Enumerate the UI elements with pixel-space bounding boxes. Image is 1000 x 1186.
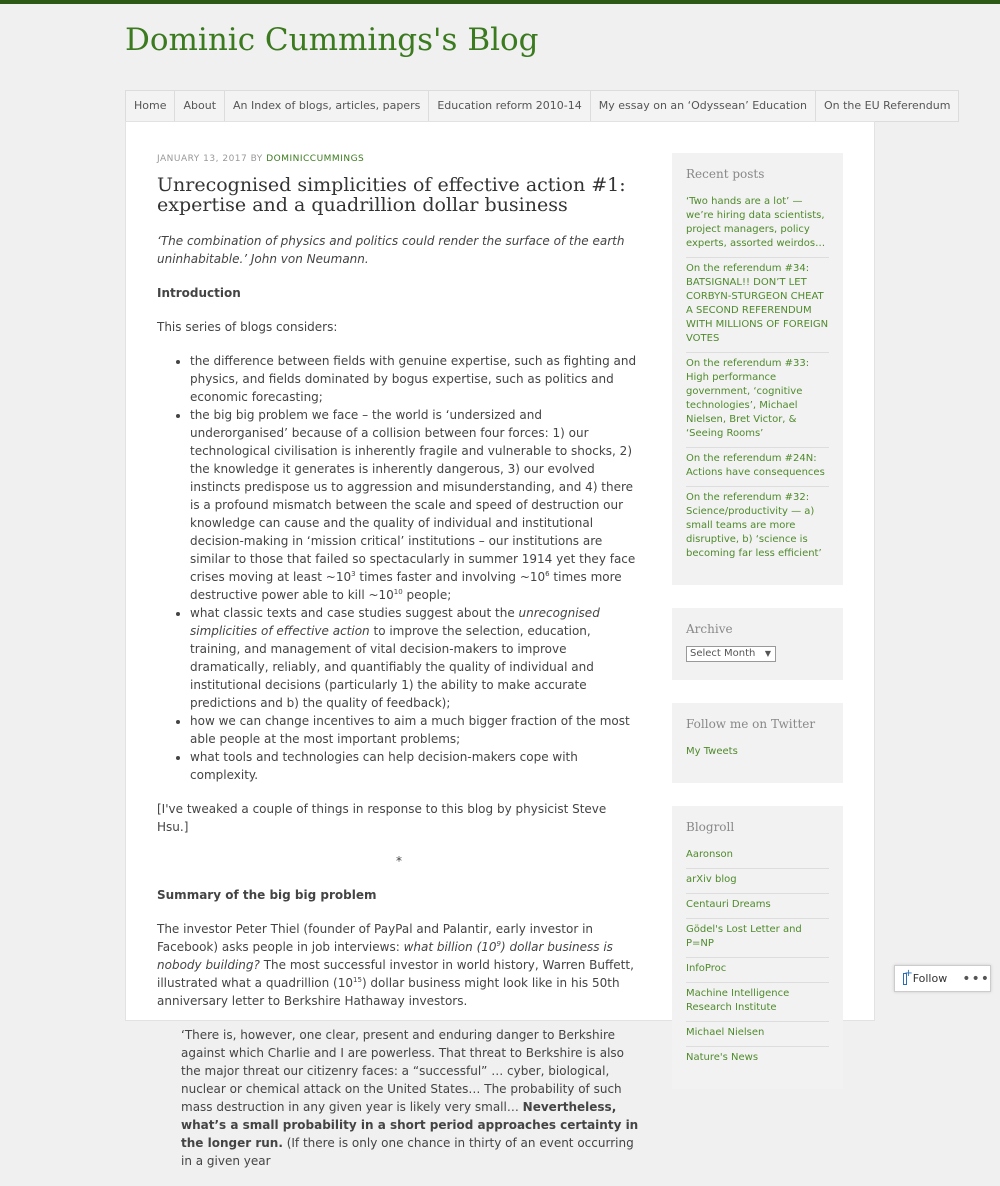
list-text: to improve the selection, education, training, and management of vital decision-makers to improve dramatically, reliably, and quantifiably the quality of individual and institutional decisions (particularly 1) the ability to make accurate predictions and b) the quality of feedback);: [190, 624, 594, 710]
superscript: 3: [351, 570, 356, 578]
follow-icon: [903, 973, 907, 985]
list-item: [190, 604, 641, 712]
recent-post-link[interactable]: On the referendum #32: Science/productivity — a) small teams are more disruptive, b) ‘science is becoming far less efficient’: [686, 492, 822, 559]
nav-item-odyssean-essay[interactable]: My essay on an ‘Odyssean’ Education: [591, 91, 816, 121]
intro-heading-text: Introduction: [157, 286, 241, 300]
archive-select[interactable]: [686, 646, 776, 662]
follow-button[interactable]: [894, 965, 991, 992]
buffett-quote: [181, 1026, 641, 1170]
quote-text: ‘There is, however, one clear, present and enduring danger to Berkshire against which Charlie and I are powerless. That threat to Berkshire is also the major threat our citizenry faces: a “successful” … cyber, biological, nuclear or chemical attack on the United States… The probability of such mass destruction in any given year is likely very small…: [181, 1028, 624, 1114]
recent-post-link[interactable]: ‘Two hands are a lot’ — we’re hiring data scientists, project managers, policy experts, assorted weirdos…: [686, 191, 829, 258]
site-title[interactable]: Dominic Cummings's Blog: [125, 22, 539, 58]
follow-label: Follow: [912, 972, 948, 985]
list-text: what classic texts and case studies suggest about the: [190, 606, 519, 620]
blogroll-link[interactable]: Centauri Dreams: [686, 894, 829, 919]
recent-post-link[interactable]: On the referendum #34: BATSIGNAL!! DON’T LET CORBYN-STURGEON CHEAT A SECOND REFERENDUM WITH MILLIONS OF FOREIGN VOTES: [686, 258, 829, 353]
list-item: • what tools and technologies can help decision-makers cope with complexity.: [190, 748, 641, 784]
blogroll-link[interactable]: Machine Intelligence Research Institute: [686, 983, 829, 1022]
summary-heading-text: Summary of the big big problem: [157, 888, 377, 902]
top-accent-bar: [0, 0, 1000, 4]
blogroll-widget: [672, 806, 843, 1089]
tweak-note: [I've tweaked a couple of things in response to this blog by physicist Steve Hsu.]: [157, 802, 607, 834]
blogroll-link[interactable]: InfoProc: [686, 958, 829, 983]
my-tweets-link[interactable]: My Tweets: [686, 746, 738, 757]
list-item: [190, 406, 641, 604]
archive-widget: [672, 608, 843, 680]
blogroll-link[interactable]: Aaronson: [686, 844, 829, 869]
widget-title: Recent posts: [686, 167, 765, 181]
recent-posts-widget: [672, 153, 843, 585]
nav-item-about[interactable]: About: [175, 91, 225, 121]
section-separator: *: [396, 854, 402, 868]
quote-text: (If there is only one chance in thirty of an event occurring in a given year: [181, 1136, 634, 1168]
recent-post-link[interactable]: On the referendum #24N: Actions have consequences: [686, 448, 829, 487]
blogroll-link[interactable]: arXiv blog: [686, 869, 829, 894]
epigraph-text: ‘The combination of physics and politics could render the surface of the earth uninhabitable.’ John von Neumann.: [157, 234, 625, 266]
list-emphasis: unrecognised simplicities of effective action: [190, 606, 600, 638]
recent-post-link[interactable]: On the referendum #33: High performance government, ‘cognitive technologies’, Michael Nielsen, Bret Victor, & ‘Seeing Rooms’: [686, 353, 829, 448]
widget-title: Follow me on Twitter: [686, 717, 816, 731]
post-author-link[interactable]: DOMINICCUMMINGS: [266, 154, 365, 164]
post-article: [157, 153, 641, 1186]
nav-item-home[interactable]: Home: [126, 91, 175, 121]
emphasis-text: what billion (10: [403, 940, 497, 954]
superscript: 6: [545, 570, 550, 578]
widget-title: Archive: [686, 622, 733, 636]
nav-item-eu-referendum[interactable]: On the EU Referendum: [823, 99, 951, 112]
paragraph-text: The investor Peter Thiel (founder of PayPal and Palantir, early investor in Facebook) asks people in job interviews:: [157, 922, 594, 954]
emphasis-text: ) dollar business is nobody building?: [157, 940, 613, 972]
topics-list: [190, 352, 641, 784]
post-by: BY: [250, 154, 263, 164]
paragraph-text: ) dollar business might look like in his 50th anniversary letter to Berkshire Hathaway investors.: [157, 976, 620, 1008]
nav-item-index[interactable]: An Index of blogs, articles, papers: [225, 91, 429, 121]
archive-select-value: Select Month: [690, 648, 756, 659]
list-text: people;: [402, 588, 452, 602]
superscript: 9: [496, 940, 501, 948]
epigraph: [157, 232, 641, 268]
intro-lead: This series of blogs considers:: [157, 320, 338, 334]
post-meta: [157, 153, 641, 165]
list-item: • the difference between fields with genuine expertise, such as fighting and physics, and fields dominated by bogus expertise, such as politics and economic forecasting;: [190, 352, 641, 406]
post-date[interactable]: JANUARY 13, 2017: [157, 154, 248, 164]
quote-bold: Nevertheless, what’s a small probability in a short period approaches certainty in the longer run.: [181, 1100, 639, 1150]
chevron-down-icon: ▼: [764, 649, 771, 658]
intro-heading: [157, 284, 641, 302]
superscript: 15: [353, 976, 362, 984]
post-title: Unrecognised simplicities of effective action #1: expertise and a quadrillion dollar business: [157, 174, 626, 216]
list-text: times faster and involving ~10: [355, 570, 546, 584]
main-nav: [125, 90, 959, 122]
widget-title: Blogroll: [686, 820, 735, 834]
summary-heading: [157, 886, 641, 904]
superscript: 10: [393, 588, 403, 596]
nav-item-education-reform[interactable]: Education reform 2010-14: [429, 91, 590, 121]
more-options-icon[interactable]: •••: [962, 970, 990, 987]
summary-paragraph: [157, 920, 641, 1010]
blogroll-link[interactable]: Michael Nielsen: [686, 1022, 829, 1047]
list-text: the big big problem we face – the world is ‘undersized and underorganised’ because of a collision between four forces: 1) our technological civilisation is inherently fragile and vulnerable to shocks, 2) the knowledge it generates is inherently dangerous, 3) our evolved instincts predispose us to aggression and misunderstanding, and 4) there is a profound mismatch between the scale and speed of destruction our knowledge can cause and the quality of individual and institutional decision-making in ‘mission critical’ institutions – our institutions are similar to those that failed so spectacularly in summer 1914 yet they face crises moving at least ~10: [190, 408, 636, 584]
blogroll-link[interactable]: Gödel's Lost Letter and P=NP: [686, 919, 829, 958]
sidebar: [672, 153, 843, 1112]
paragraph-text: The most successful investor in world history, Warren Buffett, illustrated what a quadrillion (10: [157, 958, 634, 990]
twitter-widget: [672, 703, 843, 783]
blogroll-link[interactable]: Nature's News: [686, 1052, 759, 1063]
list-text: times more destructive power able to kill ~10: [190, 570, 622, 602]
list-item: • how we can change incentives to aim a much bigger fraction of the most able people at the most important problems;: [190, 712, 641, 748]
